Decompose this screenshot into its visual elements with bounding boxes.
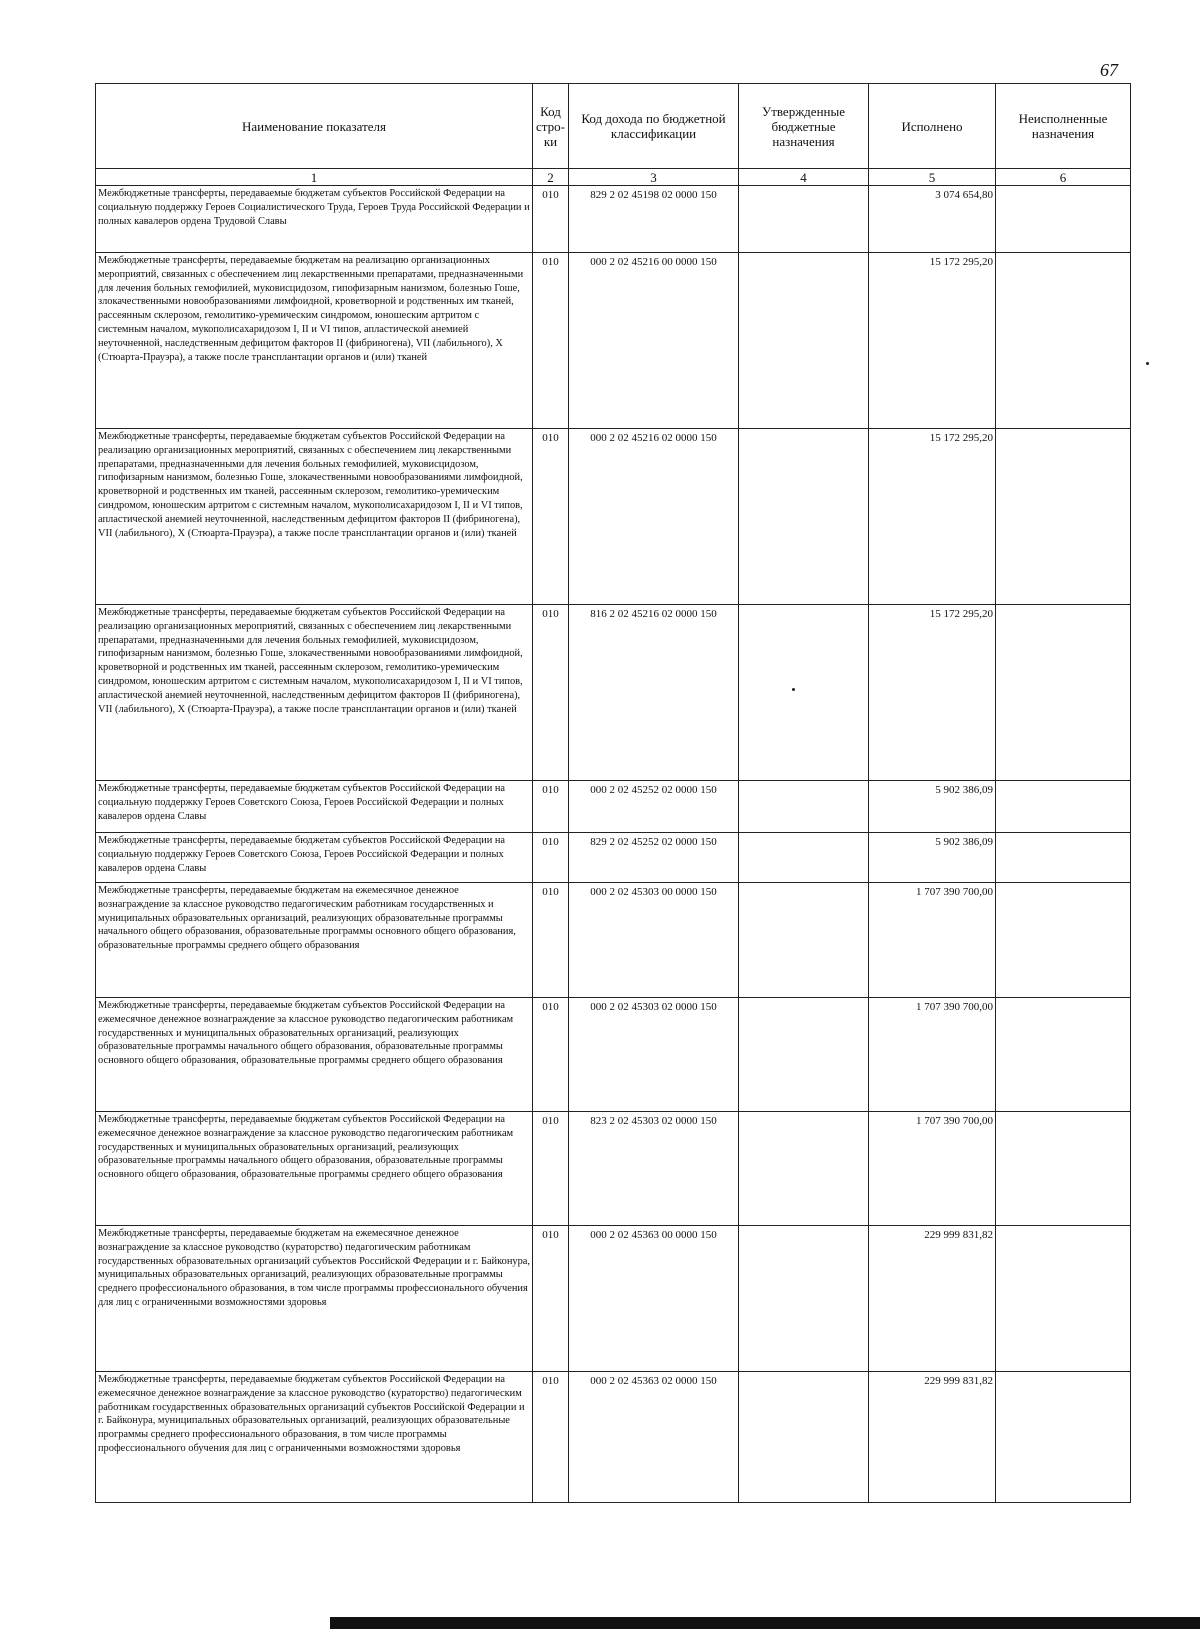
income-code: 000 2 02 45216 02 0000 150 [569, 429, 739, 605]
approved-amount [739, 186, 869, 253]
header-name: Наименование показателя [96, 84, 533, 169]
indicator-name: Межбюджетные трансферты, передаваемые бюджетам субъектов Российской Федерации на ежемесячное денежное вознаграждение за классное руководство (кураторство) педагогическим работникам государственных образовательных организаций субъектов Российской Федерации и г. Байконура, муниципальных образовательных организаций, реализующих образовательные программы среднего профессионального образования, в том числе программы профессионального обучения для лиц с ограниченными возможностями здоровья [96, 1372, 533, 1503]
column-number: 6 [996, 169, 1131, 186]
income-code: 000 2 02 45252 02 0000 150 [569, 781, 739, 833]
executed-amount: 229 999 831,82 [869, 1372, 996, 1503]
table-row [96, 253, 1131, 429]
table-row [96, 998, 1131, 1112]
unexecuted-amount [996, 186, 1131, 253]
header-executed: Исполнено [869, 84, 996, 169]
column-number: 1 [96, 169, 533, 186]
header-approved: Утвержденные бюджетные назначения [739, 84, 869, 169]
unexecuted-amount [996, 833, 1131, 883]
executed-amount: 1 707 390 700,00 [869, 1112, 996, 1226]
income-code: 000 2 02 45216 00 0000 150 [569, 253, 739, 429]
income-code: 000 2 02 45303 00 0000 150 [569, 883, 739, 998]
scan-edge-bar [330, 1617, 1200, 1629]
column-number: 3 [569, 169, 739, 186]
row-code: 010 [533, 253, 569, 429]
row-code: 010 [533, 1372, 569, 1503]
unexecuted-amount [996, 883, 1131, 998]
indicator-name: Межбюджетные трансферты, передаваемые бюджетам субъектов Российской Федерации на социальную поддержку Героев Советского Союза, Героев Российской Федерации и полных кавалеров ордена Славы [96, 833, 533, 883]
executed-amount: 15 172 295,20 [869, 429, 996, 605]
row-code: 010 [533, 429, 569, 605]
indicator-name: Межбюджетные трансферты, передаваемые бюджетам на реализацию организационных мероприятий, связанных с обеспечением лиц лекарственными препаратами, предназначенными для лечения больных гемофилией, муковисцидозом, гипофизарным нанизмом, болезнью Гоше, злокачественными новообразованиями лимфоидной, кроветворной и родственных им тканей, рассеянным склерозом, гемолитико-уремическим синдромом, юношеским артритом с системным началом, мукополисахаридозом I, II и VI типов, апластической анемией неуточненной, наследственным дефицитом факторов II (фибриногена), VII (лабильного), X (Стюарта-Прауэра), а также после трансплантации органов и (или) тканей [96, 253, 533, 429]
row-code: 010 [533, 883, 569, 998]
table-row [96, 781, 1131, 833]
indicator-name: Межбюджетные трансферты, передаваемые бюджетам на ежемесячное денежное вознаграждение за классное руководство педагогическим работникам государственных и муниципальных образовательных организаций, реализующих образовательные программы начального общего образования, образовательные программы основного общего образования, образовательные программы среднего общего образования [96, 883, 533, 998]
executed-amount: 1 707 390 700,00 [869, 883, 996, 998]
row-code: 010 [533, 833, 569, 883]
table-row [96, 429, 1131, 605]
page-number: 67 [1100, 60, 1118, 80]
table-row [96, 1226, 1131, 1372]
approved-amount [739, 1372, 869, 1503]
income-code: 000 2 02 45303 02 0000 150 [569, 998, 739, 1112]
scan-speck [1146, 362, 1149, 365]
table-row [96, 605, 1131, 781]
unexecuted-amount [996, 429, 1131, 605]
income-code: 829 2 02 45198 02 0000 150 [569, 186, 739, 253]
income-code: 000 2 02 45363 00 0000 150 [569, 1226, 739, 1372]
column-number: 4 [739, 169, 869, 186]
table-row [96, 1112, 1131, 1226]
approved-amount [739, 605, 869, 781]
income-code: 823 2 02 45303 02 0000 150 [569, 1112, 739, 1226]
unexecuted-amount [996, 998, 1131, 1112]
budget-execution-table [95, 83, 1131, 1503]
income-code: 829 2 02 45252 02 0000 150 [569, 833, 739, 883]
approved-amount [739, 781, 869, 833]
executed-amount: 15 172 295,20 [869, 605, 996, 781]
table-row [96, 883, 1131, 998]
indicator-name: Межбюджетные трансферты, передаваемые бюджетам субъектов Российской Федерации на ежемесячное денежное вознаграждение за классное руководство педагогическим работникам государственных и муниципальных образовательных организаций, реализующих образовательные программы начального общего образования, образовательные программы основного общего образования, образовательные программы среднего общего образования [96, 1112, 533, 1226]
approved-amount [739, 833, 869, 883]
row-code: 010 [533, 1226, 569, 1372]
unexecuted-amount [996, 1226, 1131, 1372]
indicator-name: Межбюджетные трансферты, передаваемые бюджетам субъектов Российской Федерации на реализацию организационных мероприятий, связанных с обеспечением лиц лекарственными препаратами, предназначенными для лечения больных гемофилией, муковисцидозом, гипофизарным нанизмом, болезнью Гоше, злокачественными новообразованиями лимфоидной, кроветворной и родственных им тканей, рассеянным склерозом, гемолитико-уремическим синдромом, юношеским артритом с системным началом, мукополисахаридозом I, II и VI типов, апластической анемией неуточненной, наследственным дефицитом факторов II (фибриногена), VII (лабильного), X (Стюарта-Прауэра), а также после трансплантации органов и (или) тканей [96, 605, 533, 781]
unexecuted-amount [996, 1112, 1131, 1226]
row-code: 010 [533, 998, 569, 1112]
executed-amount: 5 902 386,09 [869, 833, 996, 883]
table-row [96, 1372, 1131, 1503]
income-code: 816 2 02 45216 02 0000 150 [569, 605, 739, 781]
approved-amount [739, 998, 869, 1112]
row-code: 010 [533, 781, 569, 833]
unexecuted-amount [996, 781, 1131, 833]
unexecuted-amount [996, 253, 1131, 429]
header-row [96, 84, 1131, 169]
approved-amount [739, 429, 869, 605]
indicator-name: Межбюджетные трансферты, передаваемые бюджетам субъектов Российской Федерации на социальную поддержку Героев Социалистического Труда, Героев Труда Российской Федерации и полных кавалеров ордена Трудовой Славы [96, 186, 533, 253]
approved-amount [739, 1112, 869, 1226]
executed-amount: 5 902 386,09 [869, 781, 996, 833]
header-income-code: Код дохода по бюджетной классификации [569, 84, 739, 169]
scan-speck [792, 688, 795, 691]
executed-amount: 1 707 390 700,00 [869, 998, 996, 1112]
unexecuted-amount [996, 1372, 1131, 1503]
table-row [96, 186, 1131, 253]
indicator-name: Межбюджетные трансферты, передаваемые бюджетам субъектов Российской Федерации на социальную поддержку Героев Советского Союза, Героев Российской Федерации и полных кавалеров ордена Славы [96, 781, 533, 833]
unexecuted-amount [996, 605, 1131, 781]
table-row [96, 833, 1131, 883]
row-code: 010 [533, 605, 569, 781]
approved-amount [739, 1226, 869, 1372]
row-code: 010 [533, 186, 569, 253]
approved-amount [739, 253, 869, 429]
executed-amount: 229 999 831,82 [869, 1226, 996, 1372]
approved-amount [739, 883, 869, 998]
indicator-name: Межбюджетные трансферты, передаваемые бюджетам субъектов Российской Федерации на реализацию организационных мероприятий, связанных с обеспечением лиц лекарственными препаратами, предназначенными для лечения больных гемофилией, муковисцидозом, гипофизарным нанизмом, болезнью Гоше, злокачественными новообразованиями лимфоидной, кроветворной и родственных им тканей, рассеянным склерозом, гемолитико-уремическим синдромом, юношеским артритом с системным началом, мукополисахаридозом I, II и VI типов, апластической анемией неуточненной, наследственным дефицитом факторов II (фибриногена), VII (лабильного), X (Стюарта-Прауэра), а также после трансплантации органов и (или) тканей [96, 429, 533, 605]
indicator-name: Межбюджетные трансферты, передаваемые бюджетам субъектов Российской Федерации на ежемесячное денежное вознаграждение за классное руководство педагогическим работникам государственных и муниципальных образовательных организаций, реализующих образовательные программы начального общего образования, образовательные программы основного общего образования, образовательные программы среднего общего образования [96, 998, 533, 1112]
column-number-row [96, 169, 1131, 186]
executed-amount: 15 172 295,20 [869, 253, 996, 429]
header-row-code: Код стро-ки [533, 84, 569, 169]
row-code: 010 [533, 1112, 569, 1226]
column-number: 2 [533, 169, 569, 186]
column-number: 5 [869, 169, 996, 186]
income-code: 000 2 02 45363 02 0000 150 [569, 1372, 739, 1503]
executed-amount: 3 074 654,80 [869, 186, 996, 253]
indicator-name: Межбюджетные трансферты, передаваемые бюджетам на ежемесячное денежное вознаграждение за классное руководство (кураторство) педагогическим работникам государственных образовательных организаций субъектов Российской Федерации и г. Байконура, муниципальных образовательных организаций, реализующих образовательные программы среднего профессионального образования, в том числе программы профессионального обучения для лиц с ограниченными возможностями здоровья [96, 1226, 533, 1372]
header-unexecuted: Неисполненные назначения [996, 84, 1131, 169]
